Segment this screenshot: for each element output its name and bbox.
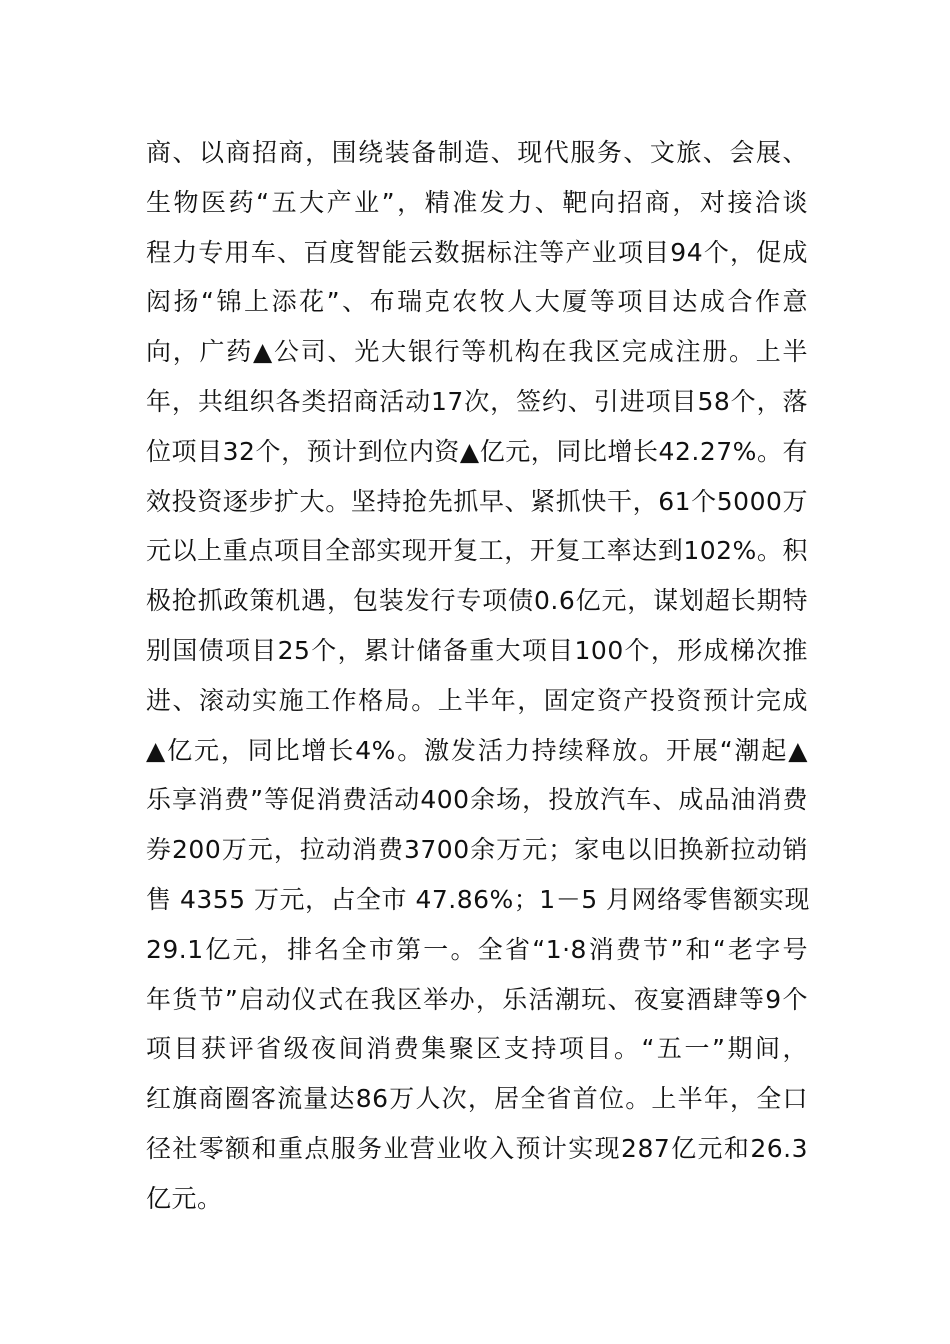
body-paragraph: [146, 128, 811, 1224]
text-line: 29.1亿元，排名全市第一。全省“1·8消费节”和“老字号: [146, 934, 808, 964]
text-line: 效投资逐步扩大。坚持抢先抓早、紧抓快干，61个5000万: [146, 486, 808, 516]
text-line: 向，广药▲公司、光大银行等机构在我区完成注册。上半: [146, 337, 808, 367]
text-line: 进、滚动实施工作格局。上半年，固定资产投资预计完成: [146, 685, 808, 715]
text-line: 程力专用车、百度智能云数据标注等产业项目94个，促成: [146, 237, 808, 267]
text-line: 径社零额和重点服务业营业收入预计实现287亿元和26.3: [146, 1133, 808, 1163]
text-line: 别国债项目25个，累计储备重大项目100个，形成梯次推: [146, 635, 808, 665]
text-line: 闳扬“锦上添花”、布瑞克农牧人大厦等项目达成合作意: [146, 287, 808, 317]
text-line: 元以上重点项目全部实现开复工，开复工率达到102%。积: [146, 536, 808, 566]
text-line: 位项目32个，预计到位内资▲亿元，同比增长42.27%。有: [146, 436, 808, 466]
text-line: 亿元。: [146, 1183, 223, 1213]
text-line: 年，共组织各类招商活动17次，签约、引进项目58个，落: [146, 386, 808, 416]
text-line: 红旗商圈客流量达86万人次，居全省首位。上半年，全口: [146, 1084, 808, 1114]
text-line: 生物医药“五大产业”，精准发力、靶向招商，对接洽谈: [146, 187, 808, 217]
text-line: 售 4355 万元，占全市 47.86%；1－5 月网络零售额实现: [146, 884, 811, 914]
text-line: 年货节”启动仪式在我区举办，乐活潮玩、夜宴酒肆等9个: [146, 984, 808, 1014]
text-line: 项目获评省级夜间消费集聚区支持项目。“五一”期间，: [146, 1034, 808, 1064]
text-line: ▲亿元，同比增长4%。激发活力持续释放。开展“潮起▲: [146, 735, 808, 765]
text-line: 极抢抓政策机遇，包装发行专项债0.6亿元，谋划超长期特: [146, 586, 808, 616]
text-line: 商、以商招商，围绕装备制造、现代服务、文旅、会展、: [146, 138, 808, 167]
text-line: 券200万元，拉动消费3700余万元；家电以旧换新拉动销: [146, 835, 808, 865]
text-line: 乐享消费”等促消费活动400余场，投放汽车、成品油消费: [146, 785, 808, 815]
